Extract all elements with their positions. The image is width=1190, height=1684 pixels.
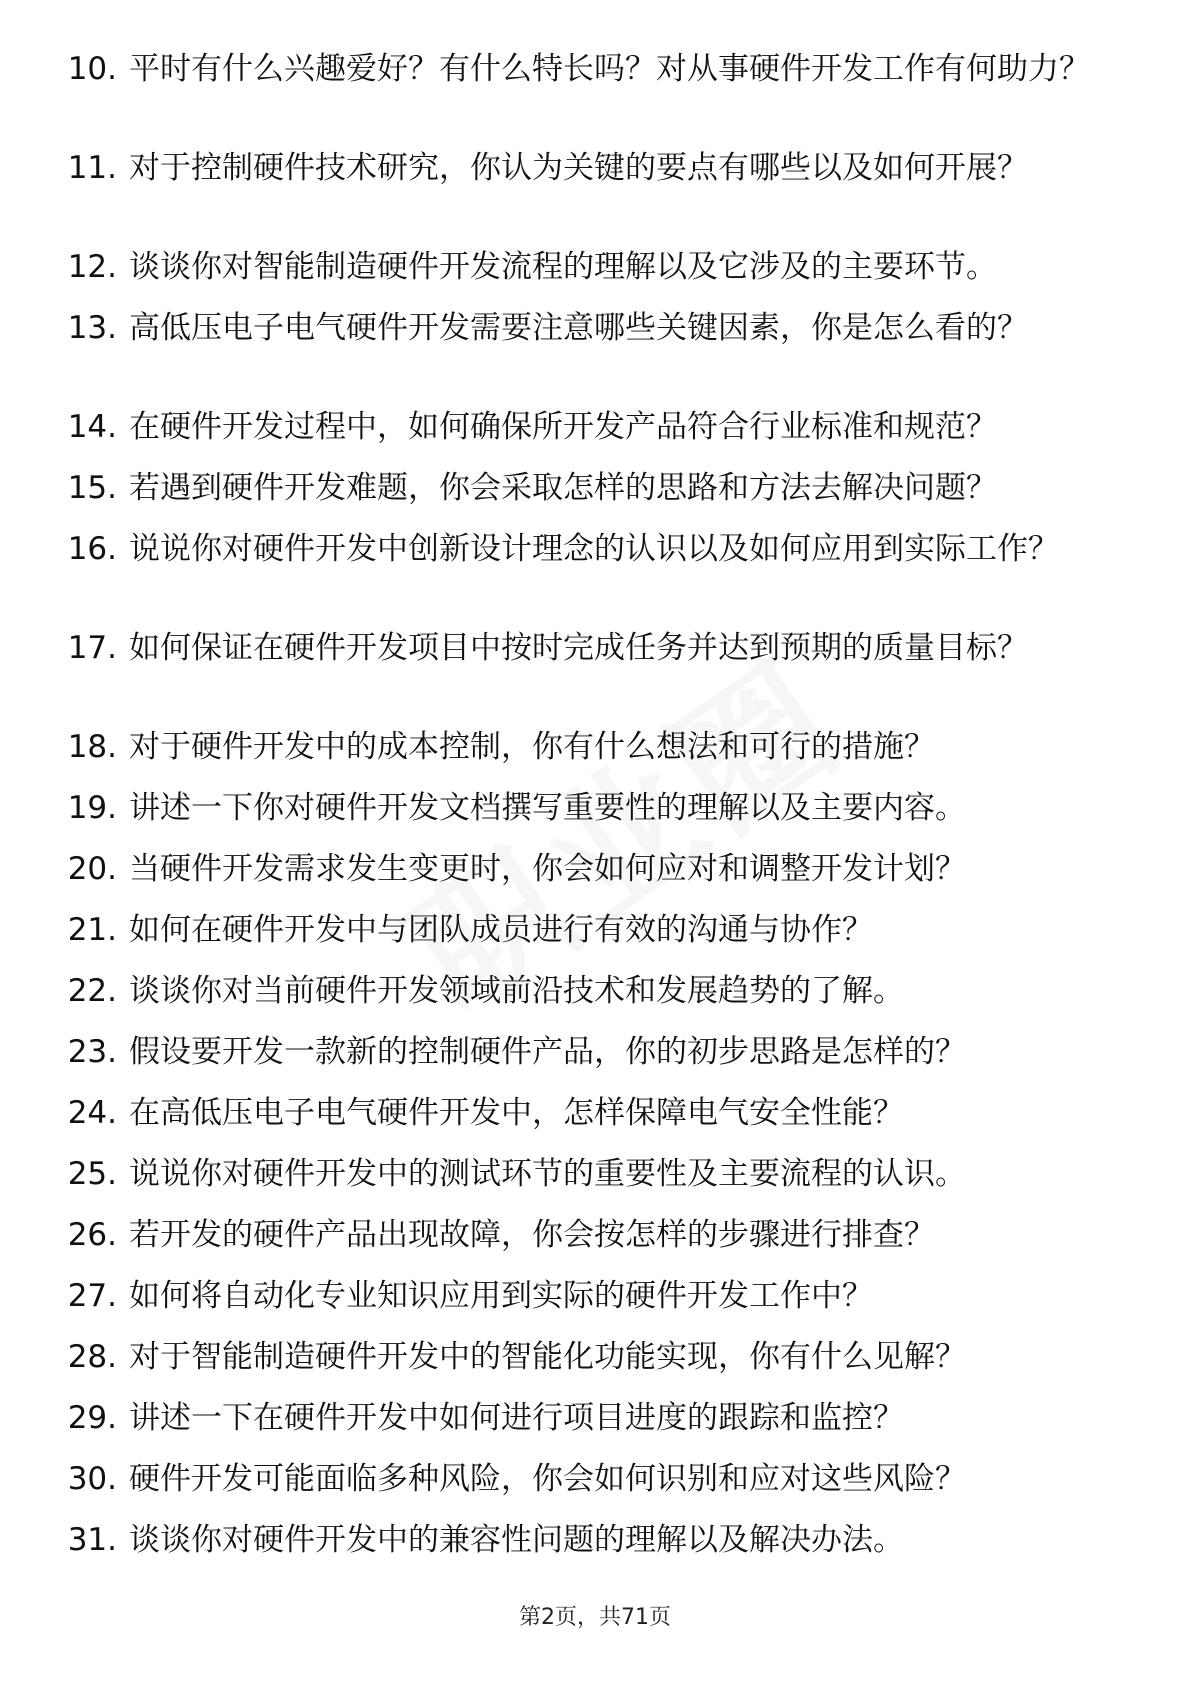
list-item [55, 1033, 1125, 1094]
question-number: 11. [67, 150, 117, 186]
question-text: 如何在硬件开发中与团队成员进行有效的沟通与协作？ [129, 912, 873, 948]
question-number: 13. [67, 310, 117, 346]
question-number: 12. [67, 249, 117, 285]
question-text: 如何保证在硬件开发项目中按时完成任务并达到预期的质量目标？ [129, 630, 1028, 666]
question-number: 22. [67, 973, 117, 1009]
question-number: 28. [67, 1339, 117, 1375]
question-text: 说说你对硬件开发中创新设计理念的认识以及如何应用到实际工作？ [129, 531, 1059, 567]
question-number: 14. [67, 409, 117, 445]
question-text: 谈谈你对智能制造硬件开发流程的理解以及它涉及的主要环节。 [129, 249, 997, 285]
question-number: 19. [67, 790, 117, 826]
list-item [55, 309, 1125, 408]
question-number: 31. [67, 1522, 117, 1558]
question-number: 26. [67, 1217, 117, 1253]
list-item [55, 972, 1125, 1033]
question-number: 23. [67, 1034, 117, 1070]
question-number: 18. [67, 729, 117, 765]
list-item [55, 850, 1125, 911]
question-number: 10. [67, 51, 117, 87]
list-item [55, 149, 1125, 248]
question-text: 在高低压电子电气硬件开发中，怎样保障电气安全性能？ [129, 1095, 904, 1131]
list-item [55, 530, 1125, 629]
list-item [55, 789, 1125, 850]
question-text: 当硬件开发需求发生变更时，你会如何应对和调整开发计划？ [129, 851, 966, 887]
question-text: 如何将自动化专业知识应用到实际的硬件开发工作中？ [129, 1278, 873, 1314]
list-item [55, 1460, 1125, 1521]
list-item [55, 629, 1125, 728]
list-item [55, 728, 1125, 789]
question-number: 16. [67, 531, 117, 567]
list-item [55, 1155, 1125, 1216]
question-number: 17. [67, 630, 117, 666]
question-number: 21. [67, 912, 117, 948]
question-text: 对于硬件开发中的成本控制，你有什么想法和可行的措施？ [129, 729, 935, 765]
question-number: 27. [67, 1278, 117, 1314]
page-number: 第2页，共71页 [519, 1605, 671, 1630]
list-item [55, 1338, 1125, 1399]
question-list [55, 50, 1125, 1582]
list-item [55, 1521, 1125, 1582]
question-number: 29. [67, 1400, 117, 1436]
question-number: 24. [67, 1095, 117, 1131]
question-text: 谈谈你对硬件开发中的兼容性问题的理解以及解决办法。 [129, 1522, 904, 1558]
question-number: 15. [67, 470, 117, 506]
list-item [55, 1399, 1125, 1460]
list-item [55, 408, 1125, 469]
question-text: 若开发的硬件产品出现故障，你会按怎样的步骤进行排查？ [129, 1217, 935, 1253]
question-text: 平时有什么兴趣爱好？有什么特长吗？对从事硬件开发工作有何助力？ [129, 51, 1090, 87]
list-item [55, 1277, 1125, 1338]
question-text: 对于智能制造硬件开发中的智能化功能实现，你有什么见解？ [129, 1339, 966, 1375]
question-text: 讲述一下你对硬件开发文档撰写重要性的理解以及主要内容。 [129, 790, 966, 826]
list-item [55, 911, 1125, 972]
question-text: 讲述一下在硬件开发中如何进行项目进度的跟踪和监控？ [129, 1400, 904, 1436]
question-text: 说说你对硬件开发中的测试环节的重要性及主要流程的认识。 [129, 1156, 966, 1192]
list-item [55, 1216, 1125, 1277]
question-text: 若遇到硬件开发难题，你会采取怎样的思路和方法去解决问题？ [129, 470, 997, 506]
question-text: 在硬件开发过程中，如何确保所开发产品符合行业标准和规范？ [129, 409, 997, 445]
question-text: 硬件开发可能面临多种风险，你会如何识别和应对这些风险？ [129, 1461, 966, 1497]
question-number: 20. [67, 851, 117, 887]
list-item [55, 469, 1125, 530]
list-item [55, 248, 1125, 309]
question-number: 30. [67, 1461, 117, 1497]
list-item [55, 1094, 1125, 1155]
question-text: 假设要开发一款新的控制硬件产品，你的初步思路是怎样的？ [129, 1034, 966, 1070]
question-number: 25. [67, 1156, 117, 1192]
question-text: 谈谈你对当前硬件开发领域前沿技术和发展趋势的了解。 [129, 973, 904, 1009]
list-item [55, 50, 1125, 149]
question-text: 高低压电子电气硬件开发需要注意哪些关键因素，你是怎么看的？ [129, 310, 1028, 346]
question-text: 对于控制硬件技术研究，你认为关键的要点有哪些以及如何开展？ [129, 150, 1028, 186]
